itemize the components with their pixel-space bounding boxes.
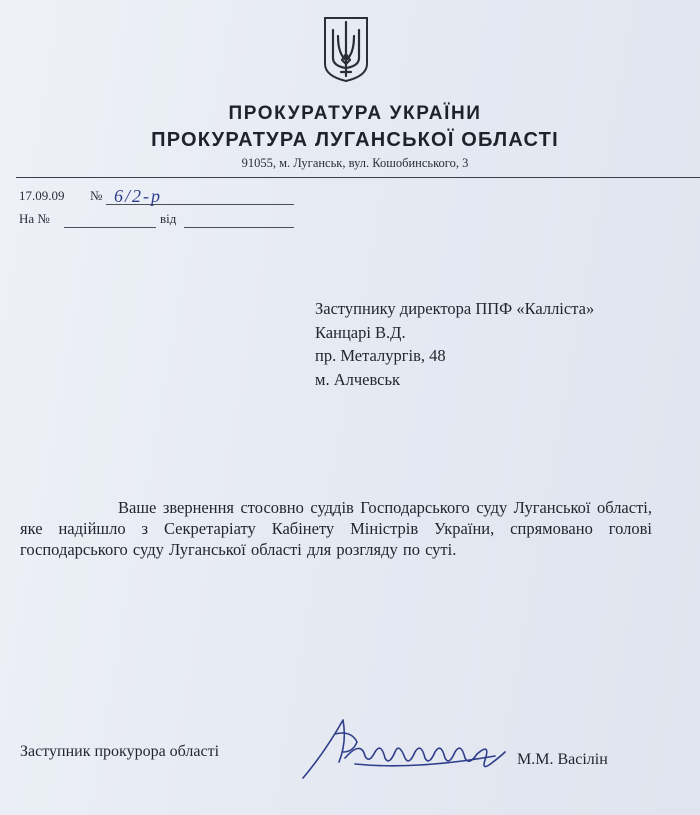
recipient-city: м. Алчевськ (315, 369, 401, 389)
letter-body: Ваше звернення стосовно суддiв Господарського суду Луганської областi, яке надiйшло з Секретарiату Кабiнету Мiнiстрiв України, спрямовано головi господарського суду Луганської областi для розгляду по сутi. (20, 498, 652, 559)
incoming-date-line (184, 227, 294, 228)
signatory-name: М.М. Васiлiн (517, 751, 608, 768)
reference-number-value: 6/2-р (114, 186, 162, 206)
recipient-name: Канцарi В.Д. (315, 322, 406, 342)
recipient-position: Заступнику директора ППФ «Каллiста» (315, 299, 595, 318)
incoming-date-label: від (160, 211, 177, 226)
reference-number-label: № (90, 188, 103, 203)
handwritten-signature-icon (295, 712, 510, 792)
office-address: 91055, м. Луганськ, вул. Кошобинського, 3 (241, 156, 469, 170)
signatory-position: Заступник прокурора областi (20, 743, 220, 760)
office-title-ukraine: ПРОКУРАТУРА УКРАЇНИ (228, 103, 482, 124)
recipient-block (315, 297, 594, 391)
incoming-number-line (64, 227, 156, 228)
trident-emblem-icon (321, 14, 371, 84)
recipient-street: пр. Металургiв, 48 (315, 346, 446, 365)
reference-date: 17.09.09 (19, 188, 65, 203)
header-divider (16, 177, 700, 178)
office-title-luhansk: ПРОКУРАТУРА ЛУГАНСЬКОЇ ОБЛАСТІ (151, 129, 559, 151)
incoming-number-label: На № (19, 211, 50, 226)
